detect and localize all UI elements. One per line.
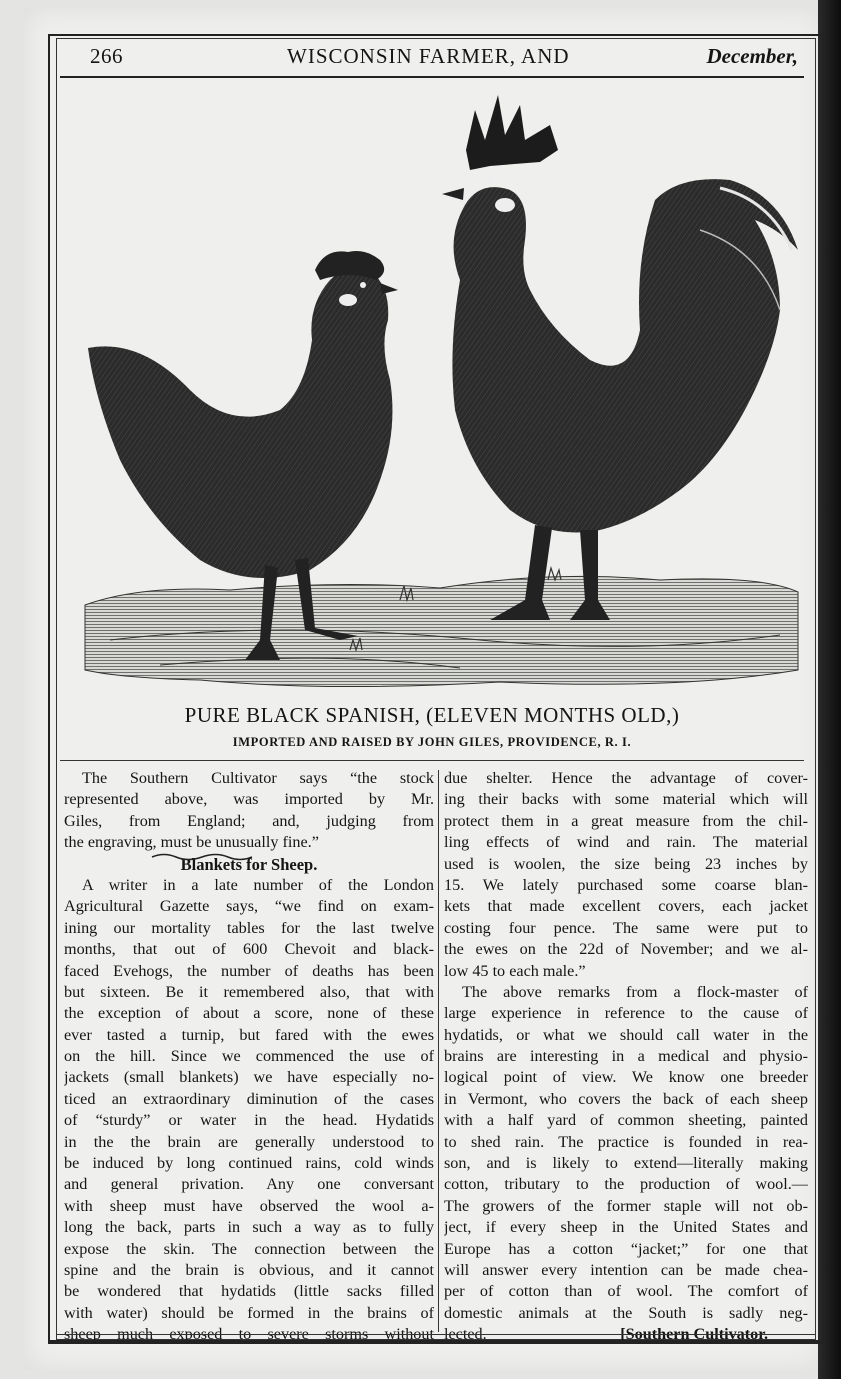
- body-line: large experience in reference to the cause of: [444, 1004, 808, 1023]
- body-line: and general privation. Any one conversant: [64, 1175, 434, 1194]
- body-line: hydatids, or what we should call water in the: [444, 1025, 808, 1044]
- closing-text: lected.: [444, 1325, 487, 1344]
- body-line: with a half yard of common sheeting, painted: [444, 1111, 808, 1130]
- illustration-caption: PURE BLACK SPANISH, (ELEVEN MONTHS OLD,): [184, 703, 680, 727]
- body-line: cotton, tributary to the production of wool.—: [444, 1175, 808, 1194]
- source-attribution: [Southern Cultivator.: [620, 1325, 768, 1344]
- body-line: to shed rain. The practice is founded in rea-: [444, 1132, 808, 1151]
- body-line: with sheep must have observed the wool a-: [64, 1196, 434, 1215]
- body-line: protect them in a great measure from the chil-: [444, 811, 808, 830]
- issue-month: December,: [706, 44, 798, 68]
- body-line: ining our mortality tables for the last twelve: [64, 918, 434, 937]
- bottom-rule-outer: [48, 1340, 824, 1342]
- body-line: expose the skin. The connection between the: [64, 1239, 434, 1258]
- body-line: be induced by long continued rains, cold winds: [64, 1154, 434, 1173]
- header-rule: [60, 76, 804, 78]
- body-line: jackets (small blankets) we have especially no-: [64, 1068, 434, 1087]
- article-heading: Blankets for Sheep.: [180, 854, 318, 874]
- body-line: faced Evehogs, the number of deaths has been: [64, 961, 434, 980]
- heading-ornament-icon: [150, 852, 254, 862]
- body-line: but sixteen. Be it remembered also, that with: [64, 982, 434, 1001]
- column-divider: [438, 770, 439, 1332]
- body-line: ticed an extraordinary diminution of the cases: [64, 1089, 434, 1108]
- body-line: per of cotton than of wool. The comfort of: [444, 1282, 808, 1301]
- hen-and-rooster-engraving-icon: [80, 80, 804, 700]
- body-line: months, that out of 600 Chevoit and black-: [64, 940, 434, 959]
- body-line: ling effects of wind and rain. The material: [444, 833, 808, 852]
- body-line: logical point of view. We know one breeder: [444, 1068, 808, 1087]
- body-line: ever tasted a turnip, but fared with the ewes: [64, 1025, 434, 1044]
- body-line: the exception of about a score, none of these: [64, 1004, 434, 1023]
- body-line: 15. We lately purchased some coarse blan-: [444, 875, 808, 894]
- body-line: kets that made excellent covers, each jacket: [444, 897, 808, 916]
- illustration-credit: IMPORTED AND RAISED BY JOHN GILES, PROVIDENCE, R. I.: [232, 735, 632, 749]
- intro-line: The Southern Cultivator says “the stock: [82, 769, 434, 787]
- body-line: the ewes on the 22d of November; and we al-: [444, 940, 808, 959]
- body-line: costing four pence. The same were put to: [444, 918, 808, 937]
- body-line: The growers of the former staple will not ob-: [444, 1196, 808, 1215]
- body-line: low 45 to each male.”: [444, 961, 586, 980]
- body-line: brains are interesting in a medical and physio-: [444, 1047, 808, 1066]
- body-line: will answer every intention can be made chea-: [444, 1260, 808, 1279]
- body-line: Europe has a cotton “jacket;” for one that: [444, 1239, 808, 1258]
- bottom-rule: [56, 1334, 816, 1335]
- body-line: long the back, parts in such a way as to fully: [64, 1218, 434, 1237]
- journal-title: WISCONSIN FARMER, AND: [287, 44, 570, 68]
- intro-line: Giles, from England; and, judging from: [64, 811, 434, 830]
- body-line: due shelter. Hence the advantage of cover-: [444, 769, 808, 787]
- rooster-figure: [442, 95, 798, 620]
- body-line: spine and the brain is obvious, and it cannot: [64, 1260, 434, 1279]
- body-line: The above remarks from a flock-master of: [462, 982, 808, 1001]
- body-line: be wondered that hydatids (little sacks filled: [64, 1282, 434, 1301]
- body-line: with water) should be formed in the brains of: [64, 1303, 434, 1322]
- body-line: ing their backs with some material which will: [444, 790, 808, 809]
- intro-line: represented above, was imported by Mr.: [64, 790, 434, 809]
- intro-line: the engraving, must be unusually fine.”: [64, 833, 319, 852]
- body-line: son, and is likely to extend—literally making: [444, 1154, 808, 1173]
- body-line: domestic animals at the South is sadly neg-: [444, 1303, 808, 1322]
- body-line: Agricultural Gazette says, “we find on exam-: [64, 897, 434, 916]
- caption-rule: [60, 760, 804, 761]
- page-number: 266: [90, 44, 123, 68]
- body-line: used is woolen, the size being 23 inches by: [444, 854, 808, 873]
- body-line: in the the brain are generally understood to: [64, 1132, 434, 1151]
- body-line: sheep much exposed to severe storms without: [64, 1325, 434, 1344]
- body-line: ject, if every sheep in the United States and: [444, 1218, 808, 1237]
- body-line: on the hill. Since we commenced the use of: [64, 1047, 434, 1066]
- body-line: A writer in a late number of the London: [82, 875, 434, 894]
- article-column-right: [444, 768, 808, 1346]
- page-header: [62, 40, 804, 74]
- body-line: of “sturdy” or water in the head. Hydatids: [64, 1111, 434, 1130]
- body-line: in Vermont, who covers the back of each sheep: [444, 1089, 808, 1108]
